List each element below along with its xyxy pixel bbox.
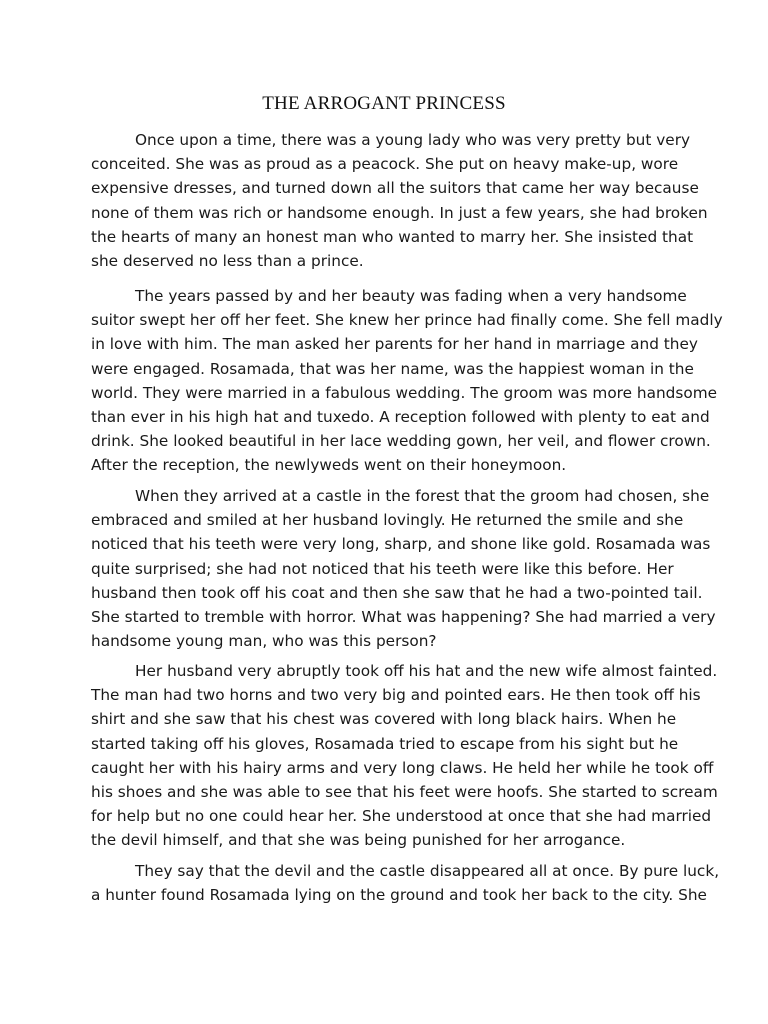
- text-line: When they arrived at a castle in the forest that the groom had chosen, she: [135, 487, 710, 505]
- paragraph-3: [91, 484, 716, 653]
- text-line: the hearts of many an honest man who wanted to marry her. She insisted that: [91, 227, 694, 246]
- text-line: noticed that his teeth were very long, sharp, and shone like gold. Rosamada was: [91, 535, 711, 554]
- text-line: conceited. She was as proud as a peacock. She put on heavy make-up, wore: [91, 155, 679, 174]
- text-line: handsome young man, who was this person?: [91, 632, 437, 651]
- text-line: They say that the devil and the castle disappeared all at once. By pure luck,: [135, 862, 720, 880]
- text-line: than ever in his high hat and tuxedo. A reception followed with plenty to eat and: [91, 408, 710, 427]
- text-line: quite surprised; she had not noticed that his teeth were like this before. Her: [91, 559, 674, 578]
- text-line: she deserved no less than a prince.: [91, 252, 364, 271]
- paragraph-5: [91, 859, 720, 907]
- text-line: She started to tremble with horror. What was happening? She had married a very: [91, 608, 716, 627]
- text-line: none of them was rich or handsome enough. In just a few years, she had broken: [91, 203, 708, 222]
- text-line: were engaged. Rosamada, that was her name, was the happiest woman in the: [91, 359, 694, 378]
- paragraph-4: [91, 659, 718, 853]
- text-line: expensive dresses, and turned down all the suitors that came her way because: [91, 179, 699, 198]
- text-line: world. They were married in a fabulous wedding. The groom was more handsome: [91, 383, 718, 402]
- text-line: shirt and she saw that his chest was covered with long black hairs. When he: [91, 710, 677, 729]
- text-line: After the reception, the newlyweds went on their honeymoon.: [91, 456, 567, 475]
- paragraph-1: [91, 128, 708, 273]
- text-line: Her husband very abruptly took off his hat and the new wife almost fainted.: [135, 662, 718, 680]
- text-line: The years passed by and her beauty was fading when a very handsome: [135, 287, 687, 305]
- text-line: embraced and smiled at her husband lovingly. He returned the smile and she: [91, 511, 684, 530]
- text-line: husband then took off his coat and then she saw that he had a two-pointed tail.: [91, 583, 703, 602]
- text-line: caught her with his hairy arms and very long claws. He held her while he took off: [91, 758, 714, 777]
- text-line: for help but no one could hear her. She understood at once that she had married: [91, 807, 712, 826]
- paragraph-2: [91, 284, 723, 478]
- text-line: a hunter found Rosamada lying on the ground and took her back to the city. She: [91, 886, 707, 905]
- text-line: his shoes and she was able to see that his feet were hoofs. She started to scream: [91, 783, 718, 802]
- document-title: THE ARROGANT PRINCESS: [262, 93, 506, 114]
- text-line: drink. She looked beautiful in her lace wedding gown, her veil, and flower crown.: [91, 432, 711, 451]
- text-line: started taking off his gloves, Rosamada tried to escape from his sight but he: [91, 734, 679, 753]
- text-line: in love with him. The man asked her parents for her hand in marriage and they: [91, 335, 698, 354]
- text-line: Once upon a time, there was a young lady who was very pretty but very: [135, 131, 691, 149]
- text-line: suitor swept her off her feet. She knew her prince had finally come. She fell madly: [91, 311, 723, 330]
- text-line: The man had two horns and two very big and pointed ears. He then took off his: [91, 686, 701, 705]
- text-line: the devil himself, and that she was being punished for her arrogance.: [91, 831, 626, 850]
